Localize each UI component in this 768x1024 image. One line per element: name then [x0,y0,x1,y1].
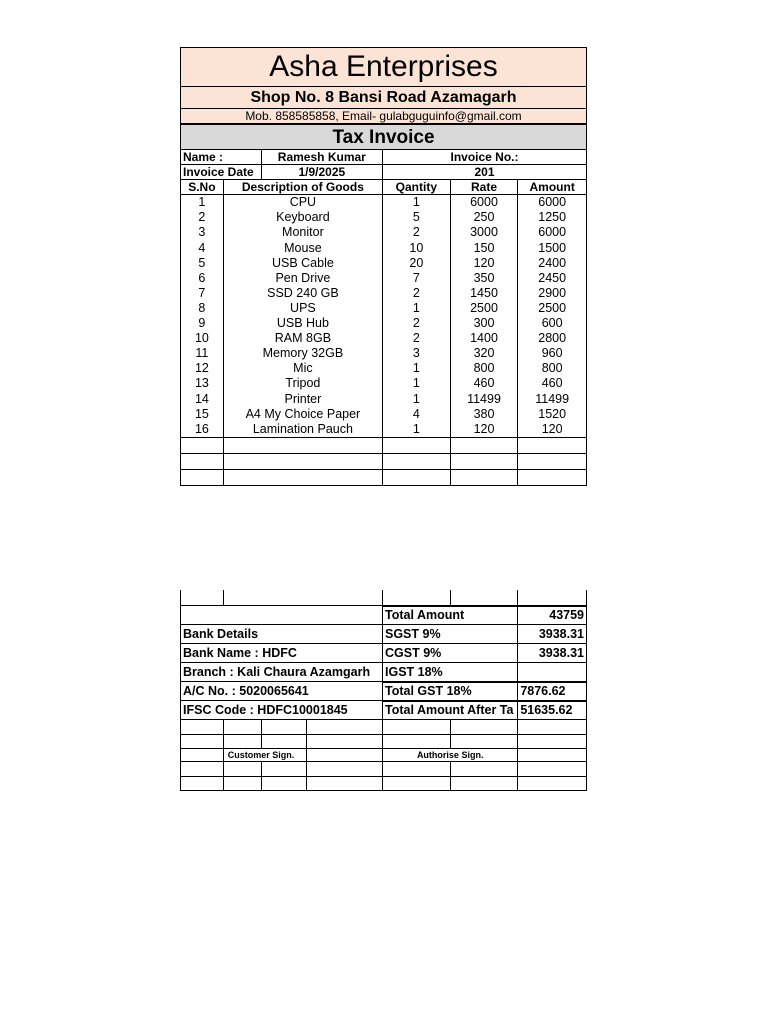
col-header-description: Description of Goods [223,180,382,194]
item-sno: 9 [198,316,206,331]
igst-label: IGST 18% [382,663,517,681]
item-rate: 6000 [450,195,518,210]
table-row [181,316,586,331]
continuation-cell [517,590,586,605]
item-sno: 7 [198,285,206,300]
customer-signature-label: Customer Sign. [223,749,307,761]
totals-row-total-gst [180,682,587,701]
item-rate: 3000 [450,225,518,240]
grid-row [180,735,587,750]
table-row [181,225,586,240]
item-quantity: 3 [382,346,450,361]
grid-row [180,762,587,777]
item-sno: 10 [194,331,209,346]
table-continuation [180,590,587,606]
sgst-value: 3938.31 [517,625,586,643]
bank-ifsc: IFSC Code : HDFC10001845 [183,702,348,717]
grid-cell [382,777,450,791]
item-quantity: 1 [382,195,450,210]
total-gst-value: 7876.62 [517,682,586,700]
item-amount: 1250 [517,210,586,225]
authorised-signature-label: Authorise Sign. [382,749,517,761]
invoice-date-label: Invoice Date [183,165,254,179]
item-description: USB Hub [223,316,382,331]
invoice-no-value: 201 [382,165,586,179]
blank-table-row [181,437,586,453]
signature-grid [180,720,587,791]
item-amount: 120 [517,421,586,436]
totals-row-grand-total [180,701,587,720]
item-rate: 460 [450,376,518,391]
grand-total-value: 51635.62 [517,701,586,719]
item-rate: 120 [450,421,518,436]
table-row [181,255,586,270]
item-rate: 2500 [450,301,518,316]
grid-cell [517,749,586,761]
customer-row [180,150,587,165]
item-amount: 2450 [517,270,586,285]
item-sno: 3 [198,225,206,240]
bank-branch: Branch : Kali Chaura Azamgarh [183,664,371,679]
item-sno: 15 [194,406,209,421]
grid-cell [450,720,518,734]
cgst-value: 3938.31 [517,644,586,662]
item-amount: 2500 [517,301,586,316]
customer-name-value: Ramesh Kumar [261,150,382,164]
item-rate: 1400 [450,331,518,346]
item-description: SSD 240 GB [223,286,382,301]
blank-cell [450,454,518,469]
item-quantity: 2 [382,286,450,301]
item-rate: 150 [450,240,518,255]
grid-row [180,720,587,735]
grid-cell [261,720,307,734]
grid-cell [450,735,518,749]
bank-name: Bank Name : HDFC [183,645,297,660]
grid-cell [382,720,450,734]
blank-cell [450,470,518,485]
grand-total-label: Total Amount After Ta [382,701,517,719]
blank-cell [382,454,450,469]
item-quantity: 1 [382,301,450,316]
grid-cell [261,777,307,791]
item-description: A4 My Choice Paper [223,406,382,421]
item-rate: 320 [450,346,518,361]
blank-cell [382,438,450,453]
table-row [181,301,586,316]
blank-cell [223,438,382,453]
item-sno: 13 [194,376,209,391]
invoice-sheet-bottom [180,590,587,791]
grid-cell [261,762,307,776]
item-quantity: 2 [382,331,450,346]
table-row [181,346,586,361]
company-contact: Mob. 858585858, Email- gulabguguinfo@gmail.com [245,109,522,123]
blank-cell [181,606,382,624]
grid-cell [181,762,223,776]
item-amount: 2800 [517,331,586,346]
continuation-cell [223,590,382,605]
item-description: Memory 32GB [223,346,382,361]
item-amount: 1500 [517,240,586,255]
contact-row [180,109,587,124]
item-quantity: 1 [382,391,450,406]
company-address: Shop No. 8 Bansi Road Azamagarh [250,88,517,106]
blank-table-row [181,453,586,469]
grid-cell [450,762,518,776]
blank-table-row [181,469,586,485]
item-amount: 600 [517,316,586,331]
item-quantity: 1 [382,361,450,376]
igst-value [517,663,586,681]
item-sno: 14 [194,391,209,406]
item-sno: 1 [198,195,206,210]
blank-cell [223,454,382,469]
title-row [180,124,587,150]
item-sno: 5 [198,255,206,270]
table-row [181,421,586,436]
sgst-label: SGST 9% [382,625,517,643]
table-row [181,331,586,346]
col-header-rate: Rate [450,180,518,194]
item-description: USB Cable [223,255,382,270]
item-sno: 6 [198,270,206,285]
item-sno: 11 [195,346,209,361]
item-description: Keyboard [223,210,382,225]
grid-cell [382,735,450,749]
item-rate: 1450 [450,286,518,301]
table-row [181,240,586,255]
grid-cell [306,749,382,761]
grid-cell [223,720,261,734]
item-description: Lamination Pauch [223,421,382,436]
item-sno: 12 [194,361,209,376]
signature-row [180,749,587,762]
item-description: Tripod [223,376,382,391]
item-rate: 380 [450,406,518,421]
invoice-sheet-top [180,47,587,486]
item-quantity: 20 [382,255,450,270]
blank-cell [450,438,518,453]
grid-cell [306,777,382,791]
item-quantity: 7 [382,270,450,285]
invoice-no-label: Invoice No.: [382,150,586,164]
grid-row [180,777,587,792]
item-description: Monitor [223,225,382,240]
item-sno: 8 [198,300,206,315]
bank-account: A/C No. : 5020065641 [183,683,309,698]
item-description: Mic [223,361,382,376]
grid-cell [517,735,586,749]
address-row [180,87,587,109]
grid-cell [181,749,223,761]
company-name: Asha Enterprises [269,50,498,83]
item-amount: 6000 [517,225,586,240]
item-description: RAM 8GB [223,331,382,346]
item-rate: 800 [450,361,518,376]
grid-cell [450,777,518,791]
items-table [180,195,587,486]
continuation-cell [382,590,450,605]
grid-cell [306,720,382,734]
item-amount: 11499 [517,391,586,406]
table-row [181,195,586,210]
totals-row-sgst [180,625,587,644]
total-gst-label: Total GST 18% [382,682,517,700]
table-row [181,210,586,225]
blank-cell [517,470,586,485]
blank-cell [517,454,586,469]
grid-cell [306,762,382,776]
table-row [181,406,586,421]
continuation-cell [181,590,223,605]
item-sno: 2 [198,210,206,225]
item-amount: 2400 [517,255,586,270]
customer-name-label: Name : [183,150,224,164]
item-quantity: 5 [382,210,450,225]
grid-cell [382,762,450,776]
grid-cell [517,762,586,776]
col-header-quantity: Qantity [382,180,450,194]
item-description: Pen Drive [223,270,382,285]
table-row [181,376,586,391]
blank-cell [382,470,450,485]
item-amount: 460 [517,376,586,391]
item-quantity: 2 [382,225,450,240]
invoice-date-value: 1/9/2025 [261,165,382,179]
grid-cell [181,720,223,734]
item-description: UPS [223,301,382,316]
item-amount: 800 [517,361,586,376]
item-rate: 350 [450,270,518,285]
grid-cell [181,735,223,749]
grid-cell [223,762,261,776]
bank-details-heading: Bank Details [183,626,259,641]
item-sno: 4 [198,240,206,255]
item-rate: 250 [450,210,518,225]
cgst-label: CGST 9% [382,644,517,662]
grid-cell [261,735,307,749]
item-quantity: 4 [382,406,450,421]
totals-row-total-amount [180,606,587,625]
item-quantity: 1 [382,376,450,391]
item-amount: 6000 [517,195,586,210]
table-row [181,286,586,301]
continuation-cell [450,590,518,605]
blank-cell [181,470,223,485]
blank-cell [223,470,382,485]
table-row [181,361,586,376]
col-header-sno: S.No [188,180,216,194]
grid-cell [223,735,261,749]
item-description: CPU [223,195,382,210]
document-title: Tax Invoice [332,126,435,148]
item-amount: 1520 [517,406,586,421]
item-amount: 960 [517,346,586,361]
col-header-amount: Amount [517,180,586,194]
item-rate: 11499 [450,391,518,406]
table-header [180,180,587,195]
blank-cell [181,454,223,469]
blank-cell [181,438,223,453]
item-amount: 2900 [517,286,586,301]
totals-row-igst [180,663,587,682]
item-quantity: 2 [382,316,450,331]
blank-cell [517,438,586,453]
date-row [180,165,587,180]
total-amount-label: Total Amount [382,606,517,624]
table-row [181,270,586,285]
item-rate: 300 [450,316,518,331]
company-header [180,47,587,87]
grid-cell [517,777,586,791]
item-description: Mouse [223,240,382,255]
item-sno: 16 [194,421,209,436]
item-quantity: 10 [382,240,450,255]
table-row [181,391,586,406]
total-amount-value: 43759 [517,606,586,624]
grid-cell [181,777,223,791]
item-description: Printer [223,391,382,406]
grid-cell [223,777,261,791]
totals-row-cgst [180,644,587,663]
item-rate: 120 [450,255,518,270]
grid-cell [306,735,382,749]
grid-cell [517,720,586,734]
item-quantity: 1 [382,421,450,436]
